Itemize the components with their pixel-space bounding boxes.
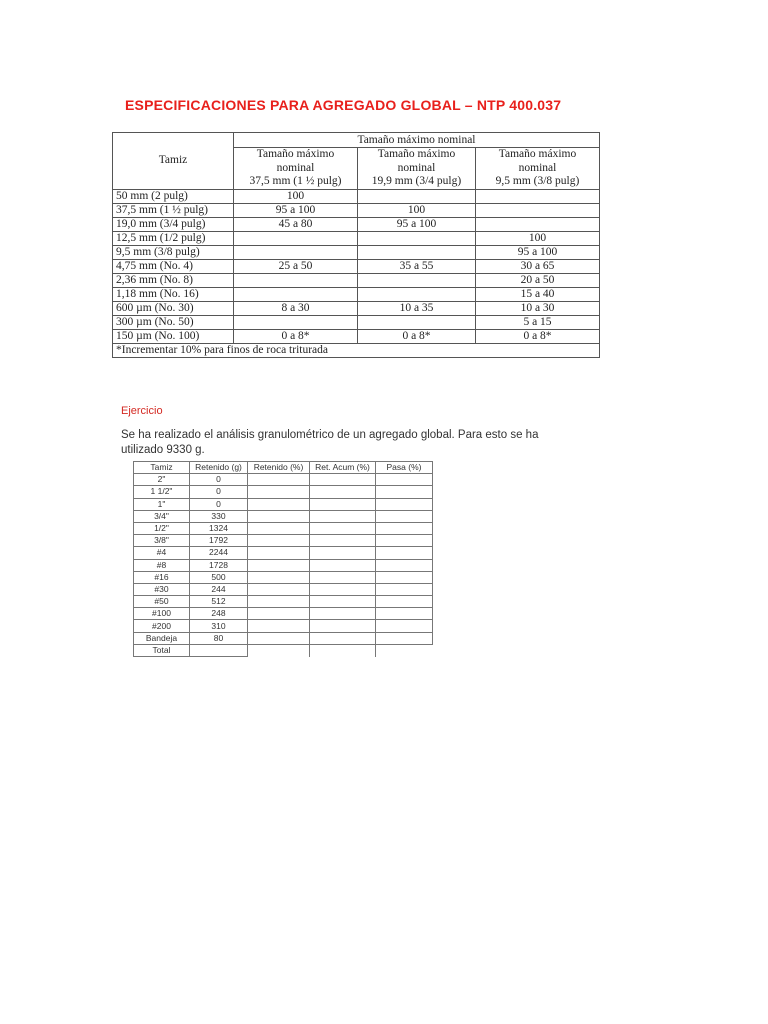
exercise-empty-cell <box>310 596 376 608</box>
spec-range-cell <box>476 203 600 217</box>
spec-sieve-cell: 19,0 mm (3/4 pulg) <box>113 217 234 231</box>
exercise-empty-cell <box>310 522 376 534</box>
exercise-empty-cell <box>376 559 433 571</box>
exercise-empty-cell <box>310 547 376 559</box>
exercise-empty-cell <box>376 522 433 534</box>
exercise-empty-cell <box>248 583 310 595</box>
exercise-sieve-cell: 2" <box>134 474 190 486</box>
spec-sieve-cell: 600 µm (No. 30) <box>113 301 234 315</box>
exercise-row <box>134 571 433 583</box>
exercise-sieve-cell: #16 <box>134 571 190 583</box>
spec-range-cell: 95 a 100 <box>234 203 358 217</box>
exercise-sieve-cell: #8 <box>134 559 190 571</box>
spec-table-body <box>113 189 600 357</box>
spec-row <box>113 301 600 315</box>
exercise-sieve-cell: 1 1/2" <box>134 486 190 498</box>
spec-row <box>113 245 600 259</box>
spec-range-cell <box>358 245 476 259</box>
spec-subheader: Tamaño máximo nominal 9,5 mm (3/8 pulg) <box>476 148 600 190</box>
page-title: ESPECIFICACIONES PARA AGREGADO GLOBAL – NTP 400.037 <box>125 97 562 113</box>
exercise-sieve-cell: #200 <box>134 620 190 632</box>
spec-sieve-cell: 9,5 mm (3/8 pulg) <box>113 245 234 259</box>
spec-range-cell <box>234 273 358 287</box>
exercise-retained-cell: 248 <box>190 608 248 620</box>
exercise-empty-cell <box>248 559 310 571</box>
spec-sieve-cell: 37,5 mm (1 ½ pulg) <box>113 203 234 217</box>
exercise-empty-cell <box>376 498 433 510</box>
exercise-row <box>134 620 433 632</box>
spec-range-cell <box>234 245 358 259</box>
exercise-empty-cell <box>310 571 376 583</box>
exercise-empty-cell <box>248 498 310 510</box>
exercise-sieve-cell: #30 <box>134 583 190 595</box>
exercise-retained-cell: 1728 <box>190 559 248 571</box>
exercise-empty-cell <box>376 474 433 486</box>
spec-note-row <box>113 343 600 357</box>
spec-range-cell: 5 a 15 <box>476 315 600 329</box>
spec-sieve-cell: 300 µm (No. 50) <box>113 315 234 329</box>
spec-range-cell <box>358 287 476 301</box>
exercise-empty-cell <box>310 486 376 498</box>
exercise-column-header: Retenido (g) <box>190 462 248 474</box>
exercise-retained-cell: 2244 <box>190 547 248 559</box>
spec-sieve-cell: 2,36 mm (No. 8) <box>113 273 234 287</box>
spec-table <box>112 132 600 358</box>
spec-range-cell: 25 a 50 <box>234 259 358 273</box>
exercise-empty-cell <box>310 559 376 571</box>
exercise-row <box>134 510 433 522</box>
exercise-retained-cell: 80 <box>190 632 248 644</box>
exercise-total-row <box>134 644 433 656</box>
exercise-retained-cell: 330 <box>190 510 248 522</box>
exercise-row <box>134 596 433 608</box>
spec-sieve-cell: 12,5 mm (1/2 pulg) <box>113 231 234 245</box>
exercise-retained-cell: 310 <box>190 620 248 632</box>
spec-range-cell: 45 a 80 <box>234 217 358 231</box>
spec-row <box>113 329 600 343</box>
exercise-empty-cell <box>248 474 310 486</box>
exercise-blank-cell <box>248 644 310 656</box>
spec-range-cell: 15 a 40 <box>476 287 600 301</box>
exercise-retained-cell: 512 <box>190 596 248 608</box>
spec-header-group: Tamaño máximo nominal <box>234 133 600 148</box>
spec-sieve-cell: 1,18 mm (No. 16) <box>113 287 234 301</box>
spec-range-cell: 35 a 55 <box>358 259 476 273</box>
exercise-column-header: Tamiz <box>134 462 190 474</box>
spec-range-cell <box>358 315 476 329</box>
exercise-sieve-cell: 1/2" <box>134 522 190 534</box>
exercise-sieve-cell: 3/8" <box>134 535 190 547</box>
spec-sieve-cell: 150 µm (No. 100) <box>113 329 234 343</box>
exercise-sieve-cell: Bandeja <box>134 632 190 644</box>
exercise-empty-cell <box>248 632 310 644</box>
exercise-paragraph: Se ha realizado el análisis granulométrico de un agregado global. Para esto se ha utilizado 9330 g. <box>121 429 539 456</box>
exercise-row <box>134 547 433 559</box>
exercise-empty-cell <box>248 486 310 498</box>
exercise-blank-cell <box>310 644 376 656</box>
exercise-table-header <box>134 462 433 474</box>
spec-subheader: Tamaño máximo nominal 37,5 mm (1 ½ pulg) <box>234 148 358 190</box>
exercise-empty-cell <box>310 474 376 486</box>
spec-range-cell <box>476 189 600 203</box>
spec-note: *Incrementar 10% para finos de roca triturada <box>113 343 600 357</box>
spec-range-cell: 30 a 65 <box>476 259 600 273</box>
exercise-row <box>134 608 433 620</box>
exercise-retained-cell: 0 <box>190 474 248 486</box>
spec-range-cell: 100 <box>476 231 600 245</box>
exercise-empty-cell <box>310 608 376 620</box>
exercise-empty-cell <box>376 510 433 522</box>
exercise-empty-cell <box>248 620 310 632</box>
spec-range-cell: 8 a 30 <box>234 301 358 315</box>
exercise-total-label: Total <box>134 644 190 656</box>
spec-range-cell <box>476 217 600 231</box>
exercise-blank-cell <box>376 644 433 656</box>
exercise-empty-cell <box>310 583 376 595</box>
exercise-sieve-cell: #4 <box>134 547 190 559</box>
spec-row <box>113 203 600 217</box>
exercise-retained-cell: 500 <box>190 571 248 583</box>
exercise-empty-cell <box>310 620 376 632</box>
exercise-row <box>134 486 433 498</box>
spec-range-cell <box>234 315 358 329</box>
exercise-empty-cell <box>248 535 310 547</box>
spec-range-cell <box>358 231 476 245</box>
spec-range-cell: 0 a 8* <box>234 329 358 343</box>
spec-row <box>113 273 600 287</box>
exercise-empty-cell <box>248 510 310 522</box>
exercise-sieve-cell: #50 <box>134 596 190 608</box>
exercise-empty-cell <box>376 583 433 595</box>
exercise-retained-cell: 1792 <box>190 535 248 547</box>
exercise-sieve-cell: 1" <box>134 498 190 510</box>
exercise-row <box>134 474 433 486</box>
exercise-empty-cell <box>376 596 433 608</box>
exercise-empty-cell <box>376 571 433 583</box>
exercise-row <box>134 535 433 547</box>
exercise-empty-cell <box>376 547 433 559</box>
exercise-column-header: Retenido (%) <box>248 462 310 474</box>
spec-range-cell: 0 a 8* <box>476 329 600 343</box>
spec-subheader: Tamaño máximo nominal 19,9 mm (3/4 pulg) <box>358 148 476 190</box>
exercise-empty-cell <box>310 535 376 547</box>
spec-range-cell: 0 a 8* <box>358 329 476 343</box>
exercise-row <box>134 583 433 595</box>
exercise-empty-cell <box>376 608 433 620</box>
exercise-empty-cell <box>376 535 433 547</box>
spec-row <box>113 287 600 301</box>
exercise-empty-cell <box>248 571 310 583</box>
spec-header-tamiz: Tamiz <box>113 133 234 190</box>
spec-sieve-cell: 50 mm (2 pulg) <box>113 189 234 203</box>
spec-row <box>113 217 600 231</box>
exercise-empty-cell <box>376 620 433 632</box>
spec-range-cell <box>234 287 358 301</box>
exercise-column-header: Ret. Acum (%) <box>310 462 376 474</box>
spec-range-cell: 100 <box>234 189 358 203</box>
exercise-row <box>134 522 433 534</box>
spec-row <box>113 231 600 245</box>
exercise-sieve-cell: #100 <box>134 608 190 620</box>
exercise-empty-cell <box>376 486 433 498</box>
spec-row <box>113 259 600 273</box>
exercise-empty-cell <box>376 632 433 644</box>
exercise-retained-cell: 244 <box>190 583 248 595</box>
exercise-empty-cell <box>248 596 310 608</box>
exercise-empty-cell <box>310 498 376 510</box>
spec-range-cell <box>234 231 358 245</box>
spec-range-cell <box>358 189 476 203</box>
exercise-row <box>134 632 433 644</box>
exercise-table <box>133 461 433 657</box>
spec-range-cell: 95 a 100 <box>358 217 476 231</box>
exercise-retained-cell: 0 <box>190 486 248 498</box>
exercise-row <box>134 559 433 571</box>
exercise-empty-cell <box>248 522 310 534</box>
exercise-empty-cell <box>310 632 376 644</box>
exercise-row <box>134 498 433 510</box>
spec-range-cell <box>358 273 476 287</box>
spec-row <box>113 315 600 329</box>
exercise-empty-cell <box>248 608 310 620</box>
exercise-empty-cell <box>310 510 376 522</box>
spec-sieve-cell: 4,75 mm (No. 4) <box>113 259 234 273</box>
exercise-heading: Ejercicio <box>121 405 163 417</box>
spec-range-cell: 10 a 30 <box>476 301 600 315</box>
exercise-total-value <box>190 644 248 656</box>
spec-range-cell: 100 <box>358 203 476 217</box>
spec-range-cell: 20 a 50 <box>476 273 600 287</box>
exercise-table-body <box>134 474 433 657</box>
exercise-retained-cell: 0 <box>190 498 248 510</box>
spec-range-cell: 95 a 100 <box>476 245 600 259</box>
exercise-sieve-cell: 3/4" <box>134 510 190 522</box>
spec-row <box>113 189 600 203</box>
exercise-column-header: Pasa (%) <box>376 462 433 474</box>
spec-range-cell: 10 a 35 <box>358 301 476 315</box>
exercise-retained-cell: 1324 <box>190 522 248 534</box>
exercise-empty-cell <box>248 547 310 559</box>
